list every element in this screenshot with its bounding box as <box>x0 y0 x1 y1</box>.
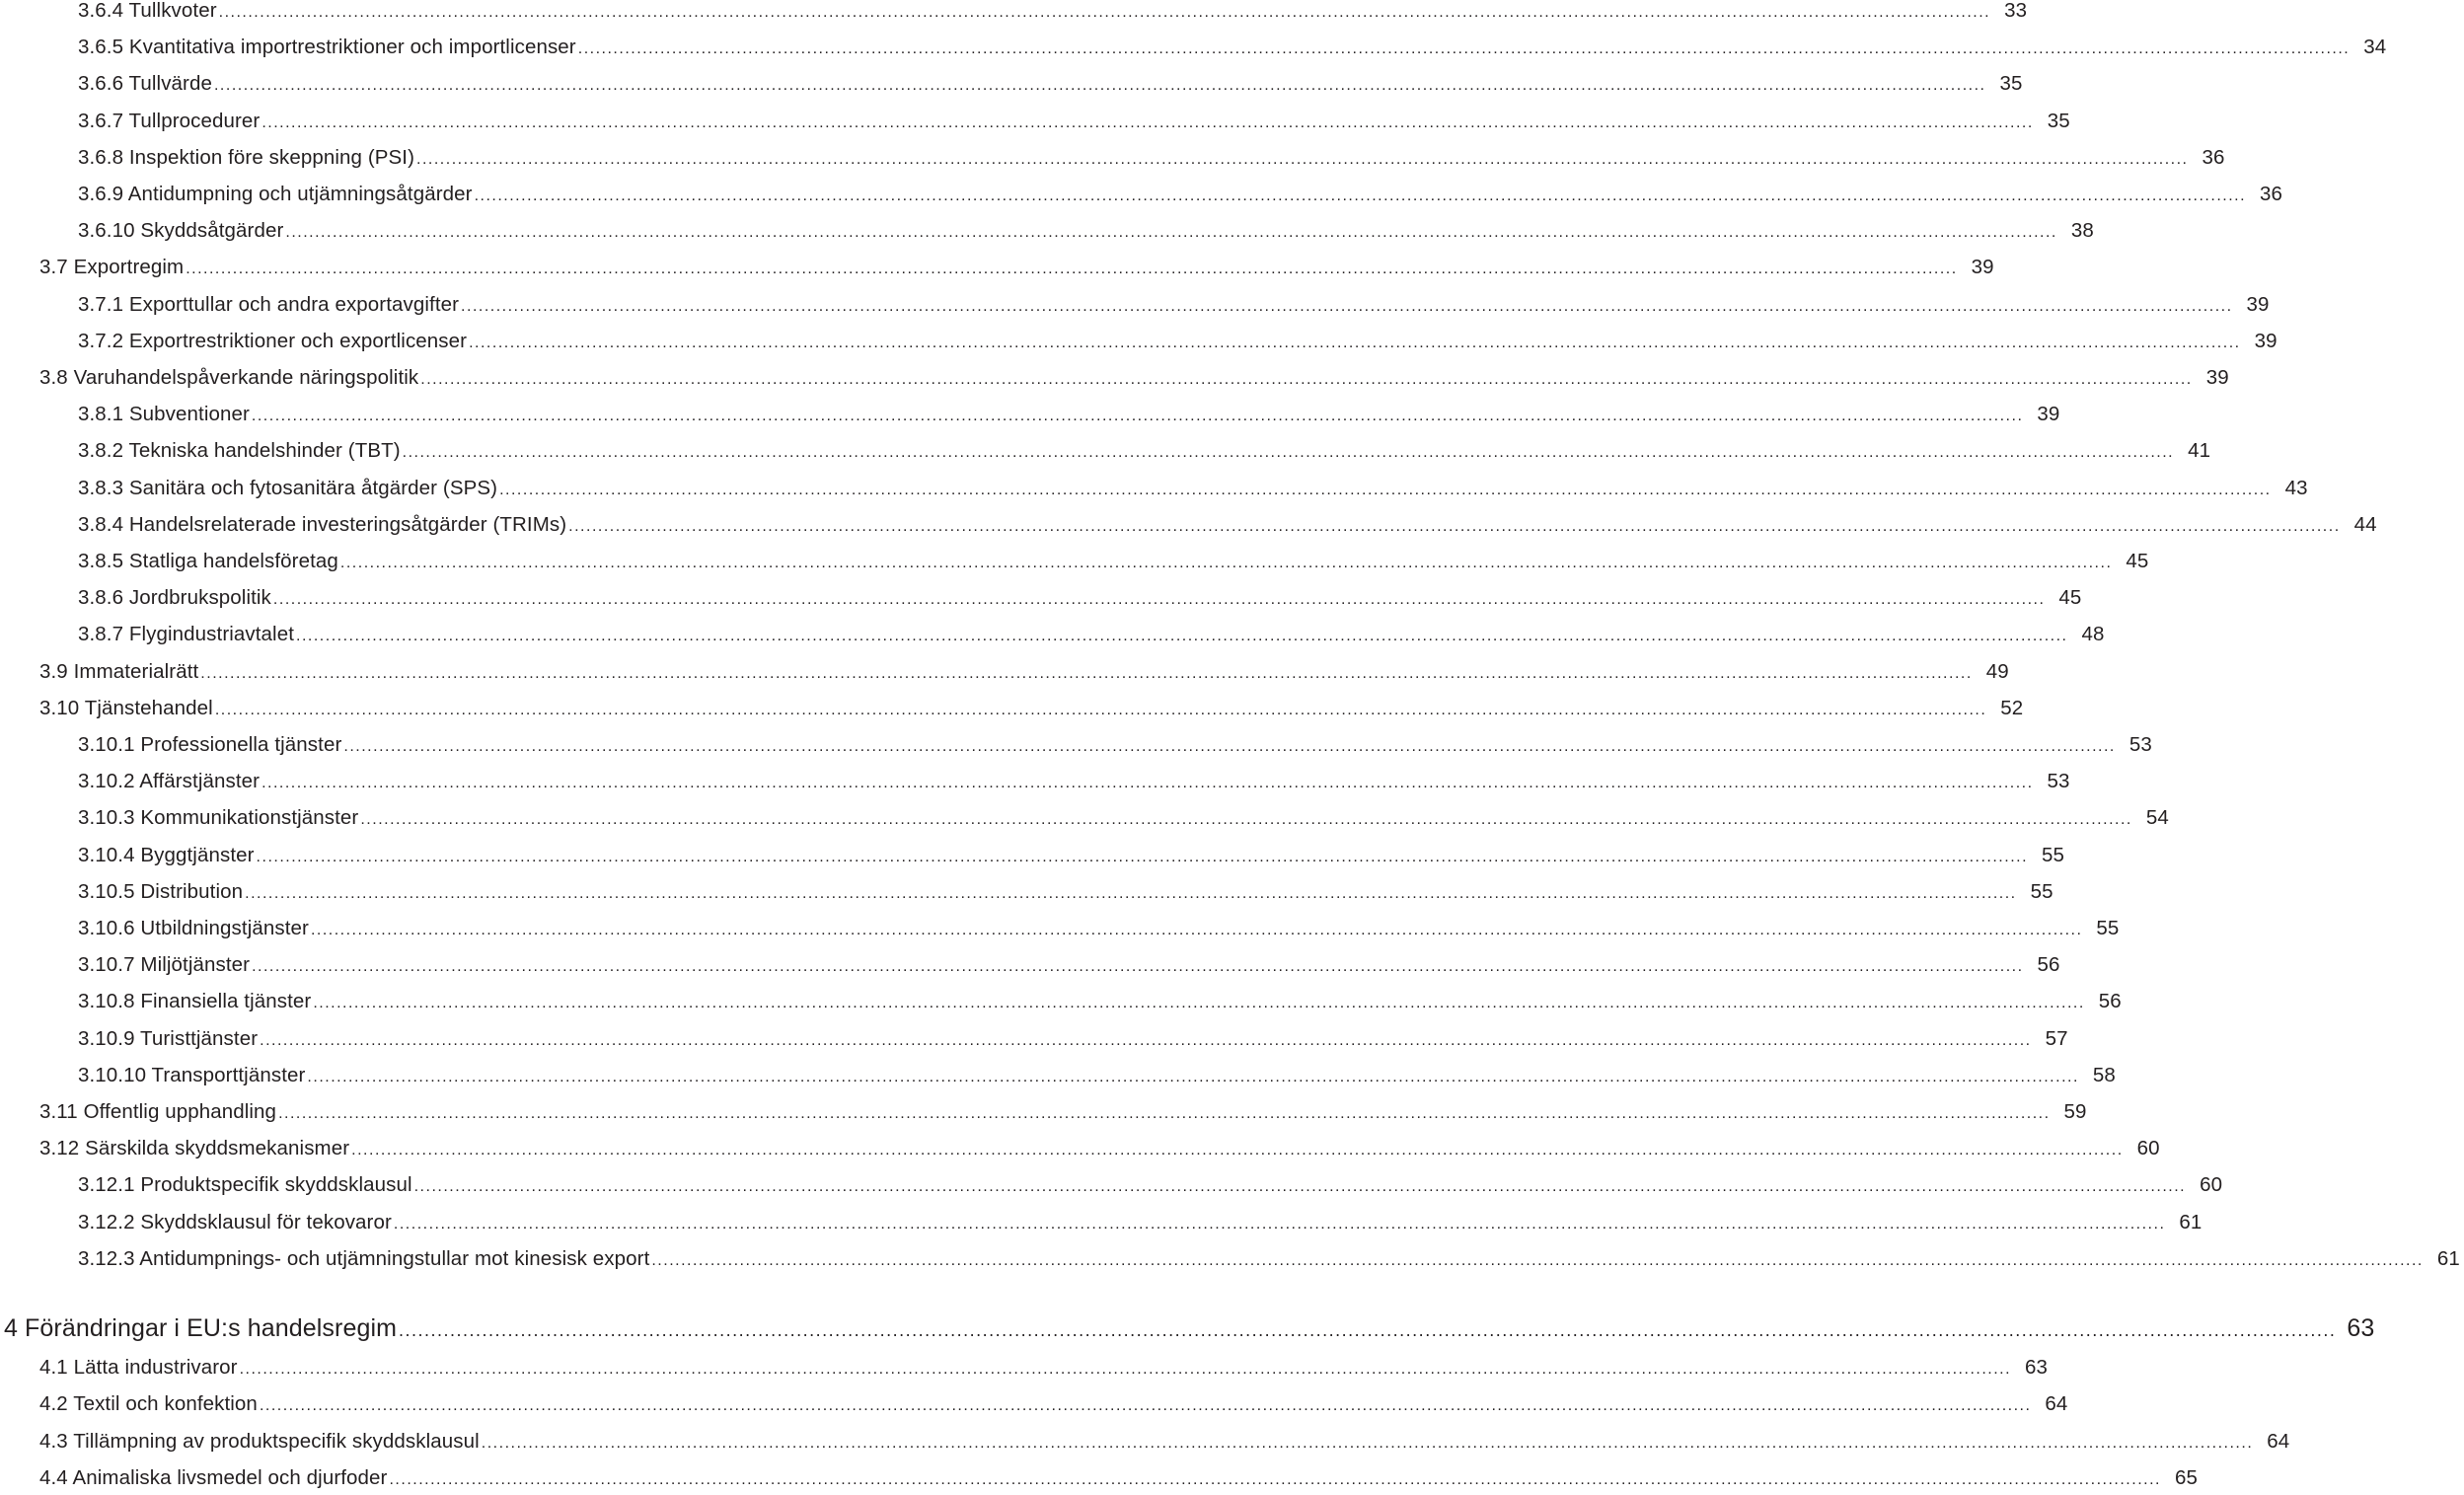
toc-entry-page-number: 49 <box>1985 659 2009 683</box>
toc-entry-page-number: 56 <box>2037 953 2060 977</box>
dot-leader <box>307 1063 2078 1092</box>
dot-leader <box>420 365 2192 395</box>
toc-entry-title: 3.8.3 Sanitära och fytosanitära åtgärder (SPS) <box>78 476 498 499</box>
toc-entry[interactable] <box>0 620 2105 649</box>
toc-entry-title: 3.9 Immaterialrätt <box>39 659 199 683</box>
dot-leader <box>186 255 1957 284</box>
toc-entry-page-number: 55 <box>2096 917 2120 939</box>
dot-leader <box>261 109 2033 138</box>
toc-entry[interactable] <box>0 363 2229 393</box>
dot-leader <box>340 549 2112 578</box>
dot-leader <box>261 769 2033 798</box>
toc-entry-title: 3.12 Särskilda skyddsmekanismer <box>39 1137 350 1160</box>
toc-entry-page-number: 59 <box>2063 1100 2087 1123</box>
toc-entry[interactable] <box>0 767 2070 796</box>
toc-entry-title: 4.3 Tillämpning av produktspecifik skyddsklausul <box>39 1429 480 1453</box>
toc-entry-title: 3.8.7 Flygindustriavtalet <box>78 623 295 646</box>
toc-entry-page-number: 34 <box>2363 36 2387 59</box>
toc-entry-page-number: 53 <box>2128 733 2152 756</box>
toc-entry-page-number: 39 <box>2205 366 2229 389</box>
toc-entry-title: 3.7 Exportregim <box>39 256 185 279</box>
toc-entry[interactable] <box>0 1463 2198 1493</box>
toc-entry-page-number: 39 <box>2037 403 2060 426</box>
toc-entry-title: 3.10.1 Professionella tjänster <box>78 733 342 756</box>
toc-entry-title: 3.10.9 Turisttjänster <box>78 1026 259 1050</box>
toc-entry[interactable] <box>0 0 2028 26</box>
toc-entry-page-number: 61 <box>2436 1246 2460 1270</box>
dot-leader <box>257 843 2028 872</box>
toc-entry[interactable] <box>0 327 2277 356</box>
toc-entry-title: 4.4 Animaliska livsmedel och djurfoder <box>39 1465 388 1489</box>
toc-entry-page-number: 39 <box>1971 256 1994 279</box>
toc-entry[interactable] <box>0 69 2023 99</box>
toc-entry-title: 3.8 Varuhandelspåverkande näringspolitik <box>39 366 419 389</box>
dot-leader <box>475 182 2246 211</box>
toc-entry-page-number: 53 <box>2047 770 2070 793</box>
toc-entry-title: 3.10.7 Miljötjänster <box>78 953 251 977</box>
dot-leader <box>482 1429 2253 1458</box>
toc-entry-page-number: 36 <box>2202 145 2225 169</box>
dot-leader <box>389 1465 2160 1495</box>
dot-leader <box>311 916 2082 945</box>
toc-entry[interactable] <box>0 694 2024 723</box>
toc-entry[interactable] <box>0 1170 2223 1200</box>
toc-entry[interactable] <box>0 1208 2203 1237</box>
toc-entry-title: 3.6.10 Skyddsåtgärder <box>78 219 284 243</box>
toc-entry[interactable] <box>0 216 2094 246</box>
toc-entry-page-number: 58 <box>2092 1063 2116 1086</box>
toc-entry[interactable] <box>0 950 2060 980</box>
dot-leader <box>469 329 2240 358</box>
toc-entry-page-number: 55 <box>2030 879 2053 903</box>
toc-entry[interactable] <box>0 400 2060 429</box>
toc-entry-title: 3.8.5 Statliga handelsföretag <box>78 550 338 572</box>
dot-leader <box>343 732 2115 762</box>
toc-entry-page-number: 35 <box>1999 72 2023 96</box>
dot-leader <box>252 952 2023 982</box>
dot-leader <box>394 1210 2165 1239</box>
toc-entry[interactable] <box>0 841 2065 870</box>
toc-entry-title: 3.6.5 Kvantitativa importrestriktioner och importlicenser <box>78 36 576 59</box>
toc-entry[interactable] <box>0 1244 2460 1274</box>
toc-entry-page-number: 60 <box>2136 1137 2160 1160</box>
toc-entry-page-number: 43 <box>2284 476 2308 499</box>
toc-entry-page-number: 39 <box>2246 292 2270 316</box>
toc-entry-page-number: 54 <box>2145 806 2169 830</box>
toc-entry-title: 3.10.5 Distribution <box>78 879 244 903</box>
dot-leader <box>260 1026 2031 1056</box>
dot-leader <box>273 585 2045 615</box>
dot-leader <box>351 1136 2123 1165</box>
dot-leader <box>296 622 2067 651</box>
toc-entry-page-number: 48 <box>2081 623 2105 646</box>
toc-entry[interactable] <box>0 730 2152 760</box>
dot-leader <box>214 71 1985 101</box>
toc-entry-title: 4.2 Textil och konfektion <box>39 1392 258 1416</box>
dot-leader <box>360 805 2131 835</box>
toc-entry-page-number: 45 <box>2058 586 2082 610</box>
toc-entry-title: 3.6.4 Tullkvoter <box>78 0 217 22</box>
toc-entry-page-number: 60 <box>2200 1173 2223 1197</box>
dot-leader <box>651 1246 2423 1276</box>
toc-entry[interactable] <box>0 1061 2116 1090</box>
toc-entry[interactable] <box>0 436 2211 466</box>
dot-leader <box>578 35 2350 64</box>
dot-leader <box>215 696 1986 725</box>
toc-entry[interactable] <box>0 510 2377 540</box>
toc-entry[interactable] <box>0 143 2225 173</box>
dot-leader <box>568 512 2340 542</box>
toc-entry[interactable] <box>0 914 2120 943</box>
toc-entry-title: 3.6.9 Antidumpning och utjämningsåtgärder <box>78 183 473 205</box>
toc-entry-title: 3.10.2 Affärstjänster <box>78 770 261 793</box>
toc-entry-page-number: 41 <box>2188 439 2211 463</box>
toc-entry-title: 3.8.6 Jordbrukspolitik <box>78 586 271 610</box>
toc-entry-title: 3.10.3 Kommunikationstjänster <box>78 806 359 830</box>
toc-entry-title: 3.7.1 Exporttullar och andra exportavgifter <box>78 292 460 316</box>
toc-entry[interactable] <box>0 547 2149 576</box>
dot-leader <box>313 989 2084 1018</box>
toc-entry[interactable] <box>0 253 1994 282</box>
toc-entry-page-number: 61 <box>2179 1210 2203 1233</box>
toc-entry[interactable] <box>0 657 2009 687</box>
dot-leader <box>499 476 2271 505</box>
toc-entry-title: 3.10.8 Finansiella tjänster <box>78 990 312 1013</box>
toc-entry-title: 3.12.1 Produktspecifik skyddsklausul <box>78 1173 412 1197</box>
toc-entry-title: 3.8.2 Tekniska handelshinder (TBT) <box>78 439 401 463</box>
toc-entry-page-number: 56 <box>2098 990 2122 1013</box>
toc-entry-page-number: 39 <box>2254 329 2277 352</box>
toc-entry-page-number: 52 <box>2000 696 2024 719</box>
dot-leader <box>414 1172 2186 1202</box>
toc-entry-title: 3.10.10 Transporttjänster <box>78 1063 306 1086</box>
toc-entry-page-number: 33 <box>2004 0 2028 22</box>
toc-entry-title: 3.8.4 Handelsrelaterade investeringsåtgärder (TRIMs) <box>78 512 567 536</box>
dot-leader <box>260 1391 2031 1421</box>
toc-entry[interactable] <box>0 107 2070 136</box>
toc-entry[interactable] <box>0 987 2122 1016</box>
toc-entry[interactable] <box>0 290 2270 320</box>
toc-entry[interactable] <box>0 1134 2160 1163</box>
toc-entry-title: 3.7.2 Exportrestriktioner och exportlicenser <box>78 329 468 352</box>
toc-entry-page-number: 55 <box>2042 843 2065 866</box>
toc-entry[interactable] <box>0 1310 2375 1346</box>
toc-entry-title: 3.11 Offentlig upphandling <box>39 1100 277 1123</box>
toc-entry-page-number: 57 <box>2045 1026 2068 1050</box>
toc-entry[interactable] <box>0 1024 2068 1054</box>
toc-entry[interactable] <box>0 583 2082 613</box>
toc-entry-page-number: 36 <box>2260 183 2283 205</box>
dot-leader <box>240 1355 2011 1384</box>
dot-leader <box>245 879 2016 909</box>
toc-entry[interactable] <box>0 474 2308 503</box>
dot-leader <box>252 402 2023 431</box>
toc-entry-page-number: 64 <box>2267 1429 2290 1453</box>
toc-entry-title: 3.6.8 Inspektion före skeppning (PSI) <box>78 145 415 169</box>
toc-entry-page-number: 44 <box>2353 512 2377 536</box>
toc-entry-page-number: 63 <box>2347 1314 2375 1342</box>
toc-entry[interactable] <box>0 803 2169 833</box>
dot-leader <box>219 0 1990 28</box>
toc-entry-page-number: 35 <box>2047 109 2070 132</box>
toc-entry-page-number: 64 <box>2045 1392 2068 1416</box>
dot-leader <box>200 659 1972 689</box>
toc-entry-title: 3.12.2 Skyddsklausul för tekovaror <box>78 1210 392 1233</box>
toc-entry-title: 3.6.7 Tullprocedurer <box>78 109 261 132</box>
toc-entry[interactable] <box>0 1097 2087 1127</box>
toc-entry-title: 3.12.3 Antidumpnings- och utjämningstullar mot kinesisk export <box>78 1246 650 1270</box>
toc-entry-title: 4 Förändringar i EU:s handelsregim <box>4 1314 398 1342</box>
dot-leader <box>461 292 2232 322</box>
dot-leader <box>403 438 2174 468</box>
toc-entry[interactable] <box>0 1389 2068 1419</box>
toc-entry-title: 3.10 Tjänstehandel <box>39 696 213 719</box>
dot-leader <box>399 1312 2336 1348</box>
toc-entry-page-number: 65 <box>2174 1465 2198 1489</box>
toc-entry-title: 3.10.6 Utbildningstjänster <box>78 917 309 939</box>
toc-entry[interactable] <box>0 180 2283 209</box>
toc-entry-title: 4.1 Lätta industrivaror <box>39 1356 238 1380</box>
toc-entry-page-number: 38 <box>2070 219 2094 243</box>
toc-entry-title: 3.8.1 Subventioner <box>78 403 250 426</box>
toc-entry[interactable] <box>0 877 2053 907</box>
toc-entry[interactable] <box>0 33 2387 62</box>
dot-leader <box>285 218 2056 248</box>
toc-entry-title: 3.10.4 Byggtjänster <box>78 843 255 866</box>
toc-entry[interactable] <box>0 1353 2049 1383</box>
toc-entry-page-number: 45 <box>2126 550 2149 572</box>
toc-entry[interactable] <box>0 1427 2290 1457</box>
dot-leader <box>278 1099 2050 1129</box>
toc-entry-title: 3.6.6 Tullvärde <box>78 72 212 96</box>
toc-entry-page-number: 63 <box>2025 1356 2049 1380</box>
dot-leader <box>416 145 2188 175</box>
